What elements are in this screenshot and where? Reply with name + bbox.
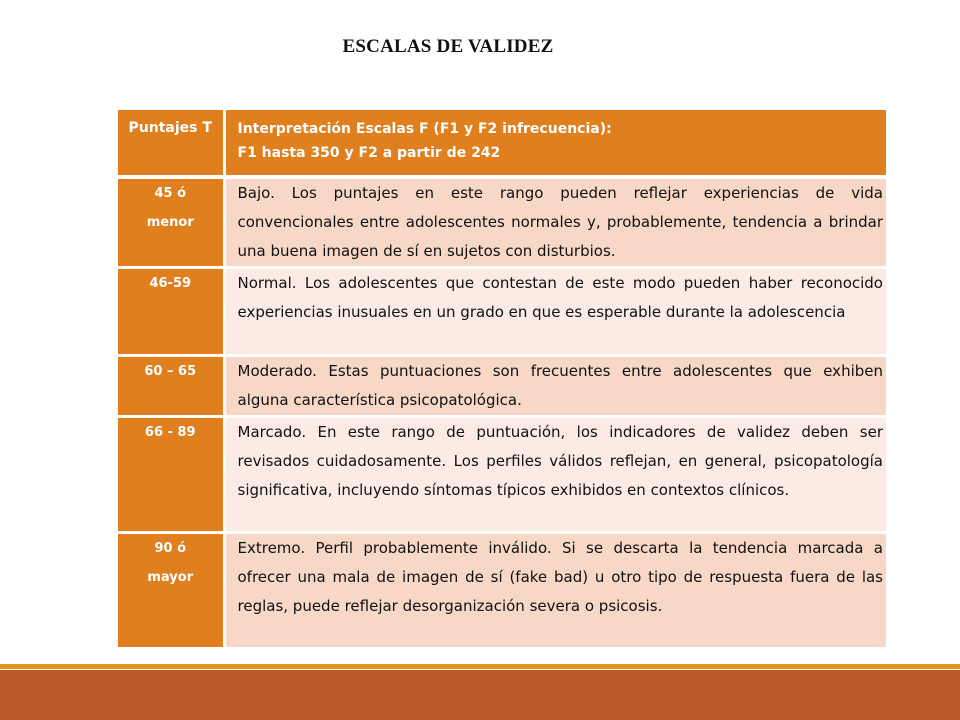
score-range: 90 ó mayor xyxy=(147,541,194,585)
score-range-cell xyxy=(118,177,224,268)
interpretation-cell: Bajo. Los puntajes en este rango pueden reflejar experiencias de vida convencionales entre adolescentes normales y, probablemente, tendencia a brindar una buena imagen de sí en sujetos con disturbios. xyxy=(224,177,886,268)
interpretation-cell: Moderado. Estas puntuaciones son frecuentes entre adolescentes que exhiben alguna característica psicopatológica. xyxy=(224,356,886,417)
header-scores: Puntajes T xyxy=(118,110,224,177)
score-range-cell xyxy=(118,533,224,649)
footer-accent-line xyxy=(0,664,960,669)
score-range-cell: 66 - 89 xyxy=(118,417,224,533)
table-header-row xyxy=(118,110,886,177)
header-interpretation xyxy=(224,110,886,177)
table-row xyxy=(118,356,886,417)
table-row xyxy=(118,533,886,649)
score-range-cell: 46-59 xyxy=(118,268,224,356)
table-row xyxy=(118,268,886,356)
interpretation-cell: Extremo. Perfil probablemente inválido. Si se descarta la tendencia marcada a ofrecer una mala de imagen de sí (fake bad) u otro tipo de respuesta fuera de las reglas, puede reflejar desorganización severa o psicosis. xyxy=(224,533,886,649)
header-interpretation-line2: F1 hasta 350 y F2 a partir de 242 xyxy=(237,145,501,161)
slide-title: ESCALAS DE VALIDEZ xyxy=(342,36,554,57)
footer-bar xyxy=(0,670,960,720)
table-row xyxy=(118,177,886,268)
interpretation-cell: Normal. Los adolescentes que contestan de este modo pueden haber reconocido experiencias inusuales en un grado en que es esperable durante la adolescencia xyxy=(224,268,886,356)
score-range-cell: 60 – 65 xyxy=(118,356,224,417)
interpretation-cell: Marcado. En este rango de puntuación, los indicadores de validez deben ser revisados cuidadosamente. Los perfiles válidos reflejan, en general, psicopatología significativa, incluyendo síntomas típicos exhibidos en contextos clínicos. xyxy=(224,417,886,533)
table-row xyxy=(118,417,886,533)
score-range: 45 ó menor xyxy=(146,186,194,230)
header-interpretation-line1: Interpretación Escalas F (F1 y F2 infrecuencia): xyxy=(237,121,612,137)
validity-scales-table xyxy=(118,110,886,650)
